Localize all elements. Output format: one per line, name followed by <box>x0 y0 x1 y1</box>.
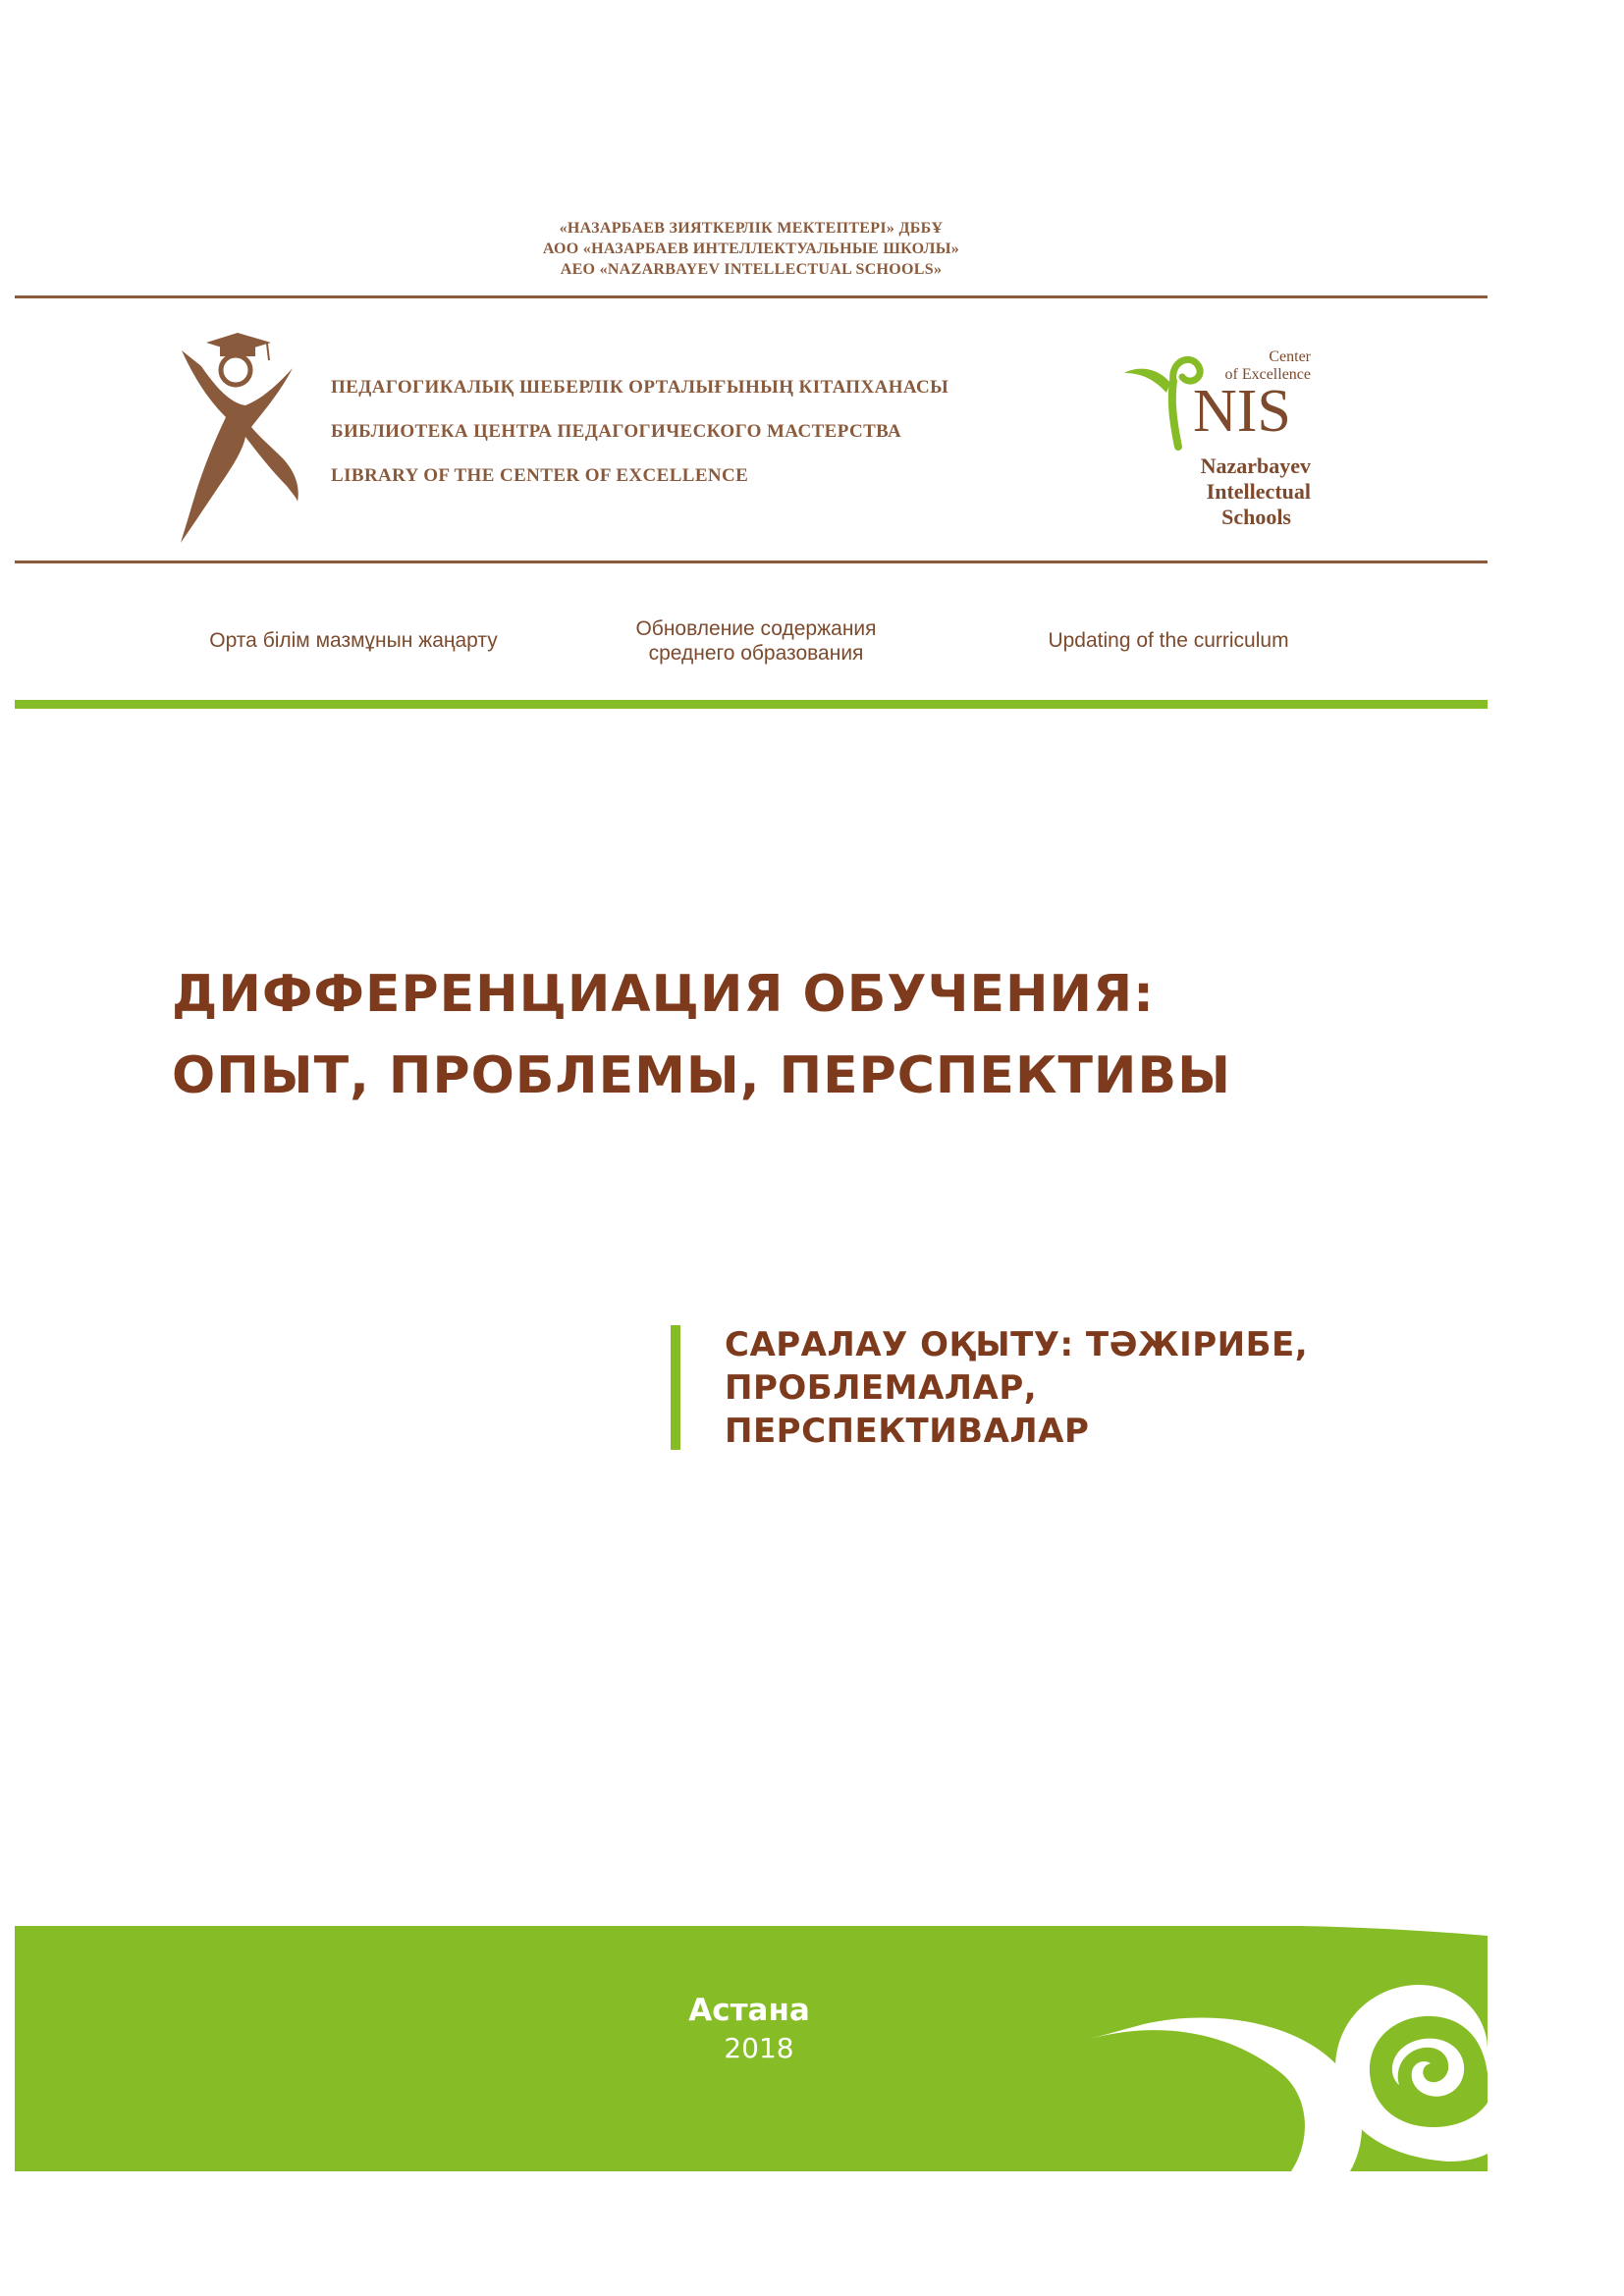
title-ru-line2: ОПЫТ, ПРОБЛЕМЫ, ПЕРСПЕКТИВЫ <box>172 1046 1231 1105</box>
graduate-figure-logo <box>177 329 304 545</box>
organization-header <box>15 218 1488 280</box>
title-ru-line1: ДИФФЕРЕНЦИАЦИЯ ОБУЧЕНИЯ: <box>172 965 1155 1024</box>
org-line-kz: «НАЗАРБАЕВ ЗИЯТКЕРЛІК МЕКТЕПТЕРІ» ДББҰ <box>559 220 944 237</box>
series-kz: Орта білім мазмұнын жаңарту <box>209 629 498 652</box>
nis-logo <box>1119 344 1316 540</box>
library-titles <box>331 377 948 509</box>
nis-brand: NIS <box>1193 378 1291 445</box>
series-ru-line2: среднего образования <box>648 642 864 665</box>
title-kz-line3: ПЕРСПЕКТИВАЛАР <box>725 1412 1090 1451</box>
title-ru <box>172 954 1231 1117</box>
header-bottom-divider <box>15 561 1488 563</box>
title-kz <box>725 1323 1308 1453</box>
series-en: Updating of the curriculum <box>1048 629 1289 652</box>
nis-name-line2: Intellectual <box>1206 479 1311 504</box>
nis-name-line1: Nazarbayev <box>1200 454 1311 478</box>
series-ru-line1: Обновление содержания <box>635 617 877 640</box>
series-ru <box>609 616 903 666</box>
title-kz-accent-bar <box>671 1325 680 1450</box>
header-top-divider <box>15 295 1488 298</box>
nis-center-line2: of Excellence <box>1224 366 1311 383</box>
org-line-ru: АОО «НАЗАРБАЕВ ИНТЕЛЛЕКТУАЛЬНЫЕ ШКОЛЫ» <box>542 240 960 257</box>
library-line-ru: БИБЛИОТЕКА ЦЕНТРА ПЕДАГОГИЧЕСКОГО МАСТЕРСТВА <box>331 421 902 442</box>
nis-name-line3: Schools <box>1221 505 1291 529</box>
title-kz-line2: ПРОБЛЕМАЛАР, <box>725 1368 1038 1408</box>
nis-center-line1: Center <box>1269 348 1311 365</box>
library-line-kz: ПЕДАГОГИКАЛЫҚ ШЕБЕРЛІК ОРТАЛЫҒЫНЫҢ КІТАПХАНАСЫ <box>331 377 949 398</box>
library-line-en: LIBRARY OF THE CENTER OF EXCELLENCE <box>331 465 749 486</box>
publication-city: Астана <box>688 1993 810 2028</box>
org-line-en: АЕО «NAZARBAYEV INTELLECTUAL SCHOOLS» <box>560 261 943 278</box>
publication-year: 2018 <box>724 2032 794 2064</box>
green-divider <box>15 700 1488 709</box>
title-kz-line1: САРАЛАУ ОҚЫТУ: ТӘЖІРИБЕ, <box>725 1325 1309 1364</box>
